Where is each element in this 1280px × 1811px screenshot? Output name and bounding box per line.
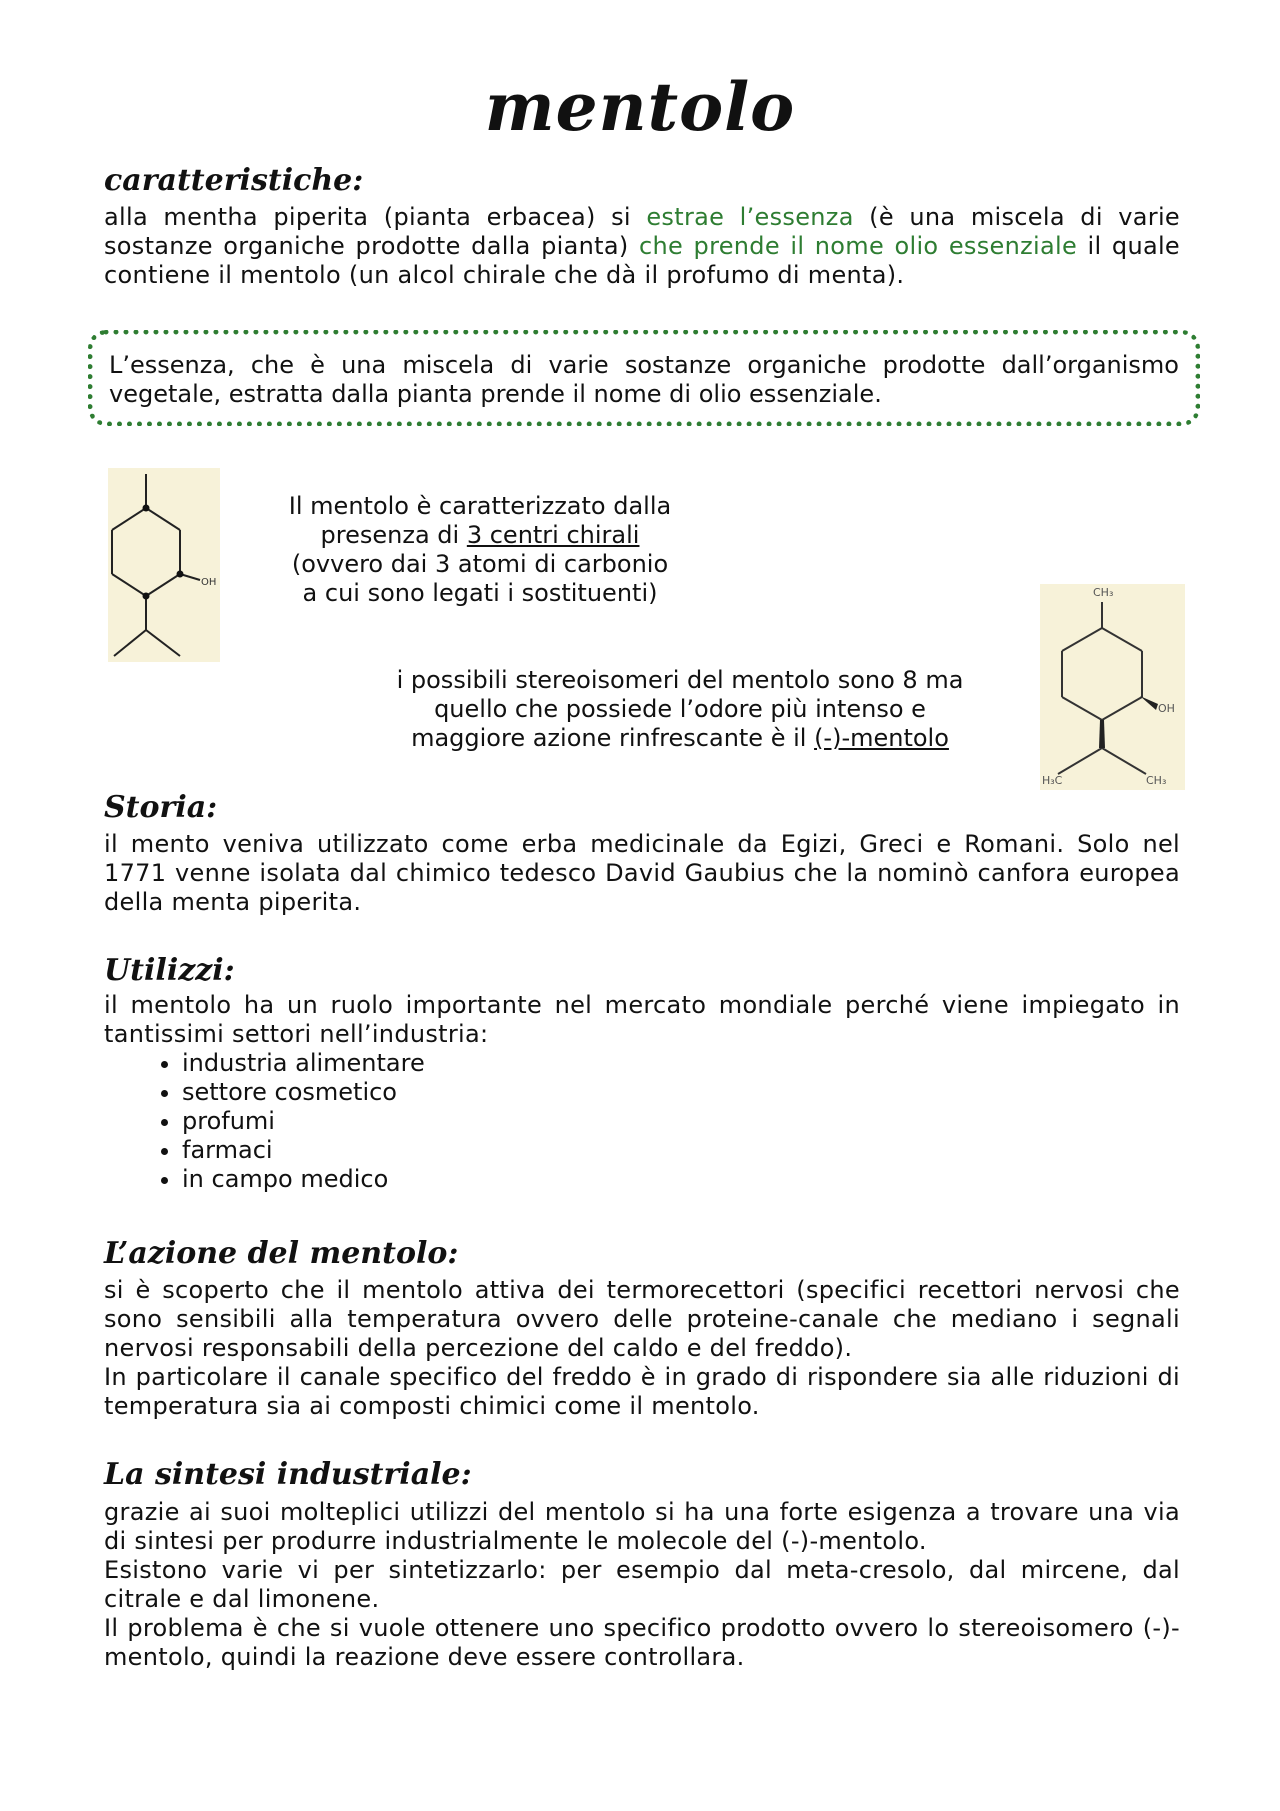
highlight-essenza: estrae l’essenza [646, 203, 854, 231]
sintesi-paragraph: grazie ai suoi molteplici utilizzi del mentolo si ha una forte esigenza a trovare una via di sintesi per produrre industrialmente le molecole del (-)-mentolo. Esistono varie vi per sintetizzarlo: per esempio dal meta-cresolo, dal mircene, dal citrale e dal limonene. Il problema è che si vuole ottenere uno specifico prodotto ovvero lo stereoisomero (-)-mentolo, quindi la reazione deve essere controllara. [104, 1498, 1180, 1671]
list-item: • industria alimentare [182, 1049, 425, 1078]
menthol-underlined: (-)-mentolo [814, 724, 949, 752]
list-item: • settore cosmetico [182, 1078, 425, 1107]
stereoisomers-note: i possibili stereoisomeri del mentolo sono 8 ma quello che possiede l’odore più intenso e maggiore azione rinfrescante è il (-)-mentolo [396, 666, 964, 752]
menthol-structure-2 [1040, 584, 1185, 790]
chiral-centers-note: Il mentolo è caratterizzato dalla presenza di 3 centri chirali (ovvero dai 3 atomi di carbonio a cui sono legati i sostituenti) [288, 492, 672, 607]
caratteristiche-paragraph: alla mentha piperita (pianta erbacea) si estrae l’essenza (è una miscela di varie sostanze organiche prodotte dalla pianta) che prende il nome olio essenziale il quale contiene il mentolo (un alcol chirale che dà il profumo di menta). [104, 203, 1180, 289]
menthol-structure-1 [108, 468, 220, 662]
list-item: • in campo medico [182, 1165, 425, 1194]
chiral-centers-underlined: 3 centri chirali [466, 521, 640, 549]
azione-paragraph: si è scoperto che il mentolo attiva dei termorecettori (specifici recettori nervosi che sono sensibili alla temperatura ovvero delle proteine-canale che mediano i segnali nervosi responsabili della percezione del caldo e del freddo). In particolare il canale specifico del freddo è in grado di rispondere sia alle riduzioni di temperatura sia ai composti chimici come il mentolo. [104, 1276, 1180, 1420]
oh-label: OH [1158, 702, 1175, 715]
ch3-label: CH₃ [1093, 586, 1114, 599]
definition-box [88, 330, 1200, 426]
oh-label: OH [201, 577, 217, 588]
list-item: • profumi [182, 1107, 425, 1136]
heading-azione: L’azione del mentolo: [104, 1236, 459, 1271]
heading-sintesi: La sintesi industriale: [104, 1457, 472, 1492]
page-title: mentolo [484, 68, 796, 146]
definition-text: L’essenza, che è una miscela di varie sostanze organiche prodotte dall’organismo vegetale, estratta dalla pianta prende il nome di olio essenziale. [109, 351, 1179, 408]
heading-caratteristiche: caratteristiche: [104, 163, 364, 198]
uses-list [148, 1049, 425, 1194]
list-item: • farmaci [182, 1136, 425, 1165]
heading-utilizzi: Utilizzi: [104, 953, 235, 988]
highlight-olio: che prende il nome olio essenziale [639, 232, 1078, 260]
heading-storia: Storia: [104, 790, 218, 825]
storia-paragraph: il mento veniva utilizzato come erba medicinale da Egizi, Greci e Romani. Solo nel 1771 venne isolata dal chimico tedesco David Gaubius che la nominò canfora europea della menta piperita. [104, 830, 1180, 916]
utilizzi-paragraph: il mentolo ha un ruolo importante nel mercato mondiale perché viene impiegato in tantissimi settori nell’industria: [104, 991, 1180, 1048]
ch3-bottom-label: CH₃ [1146, 774, 1167, 787]
h3c-label: H₃C [1042, 774, 1063, 787]
